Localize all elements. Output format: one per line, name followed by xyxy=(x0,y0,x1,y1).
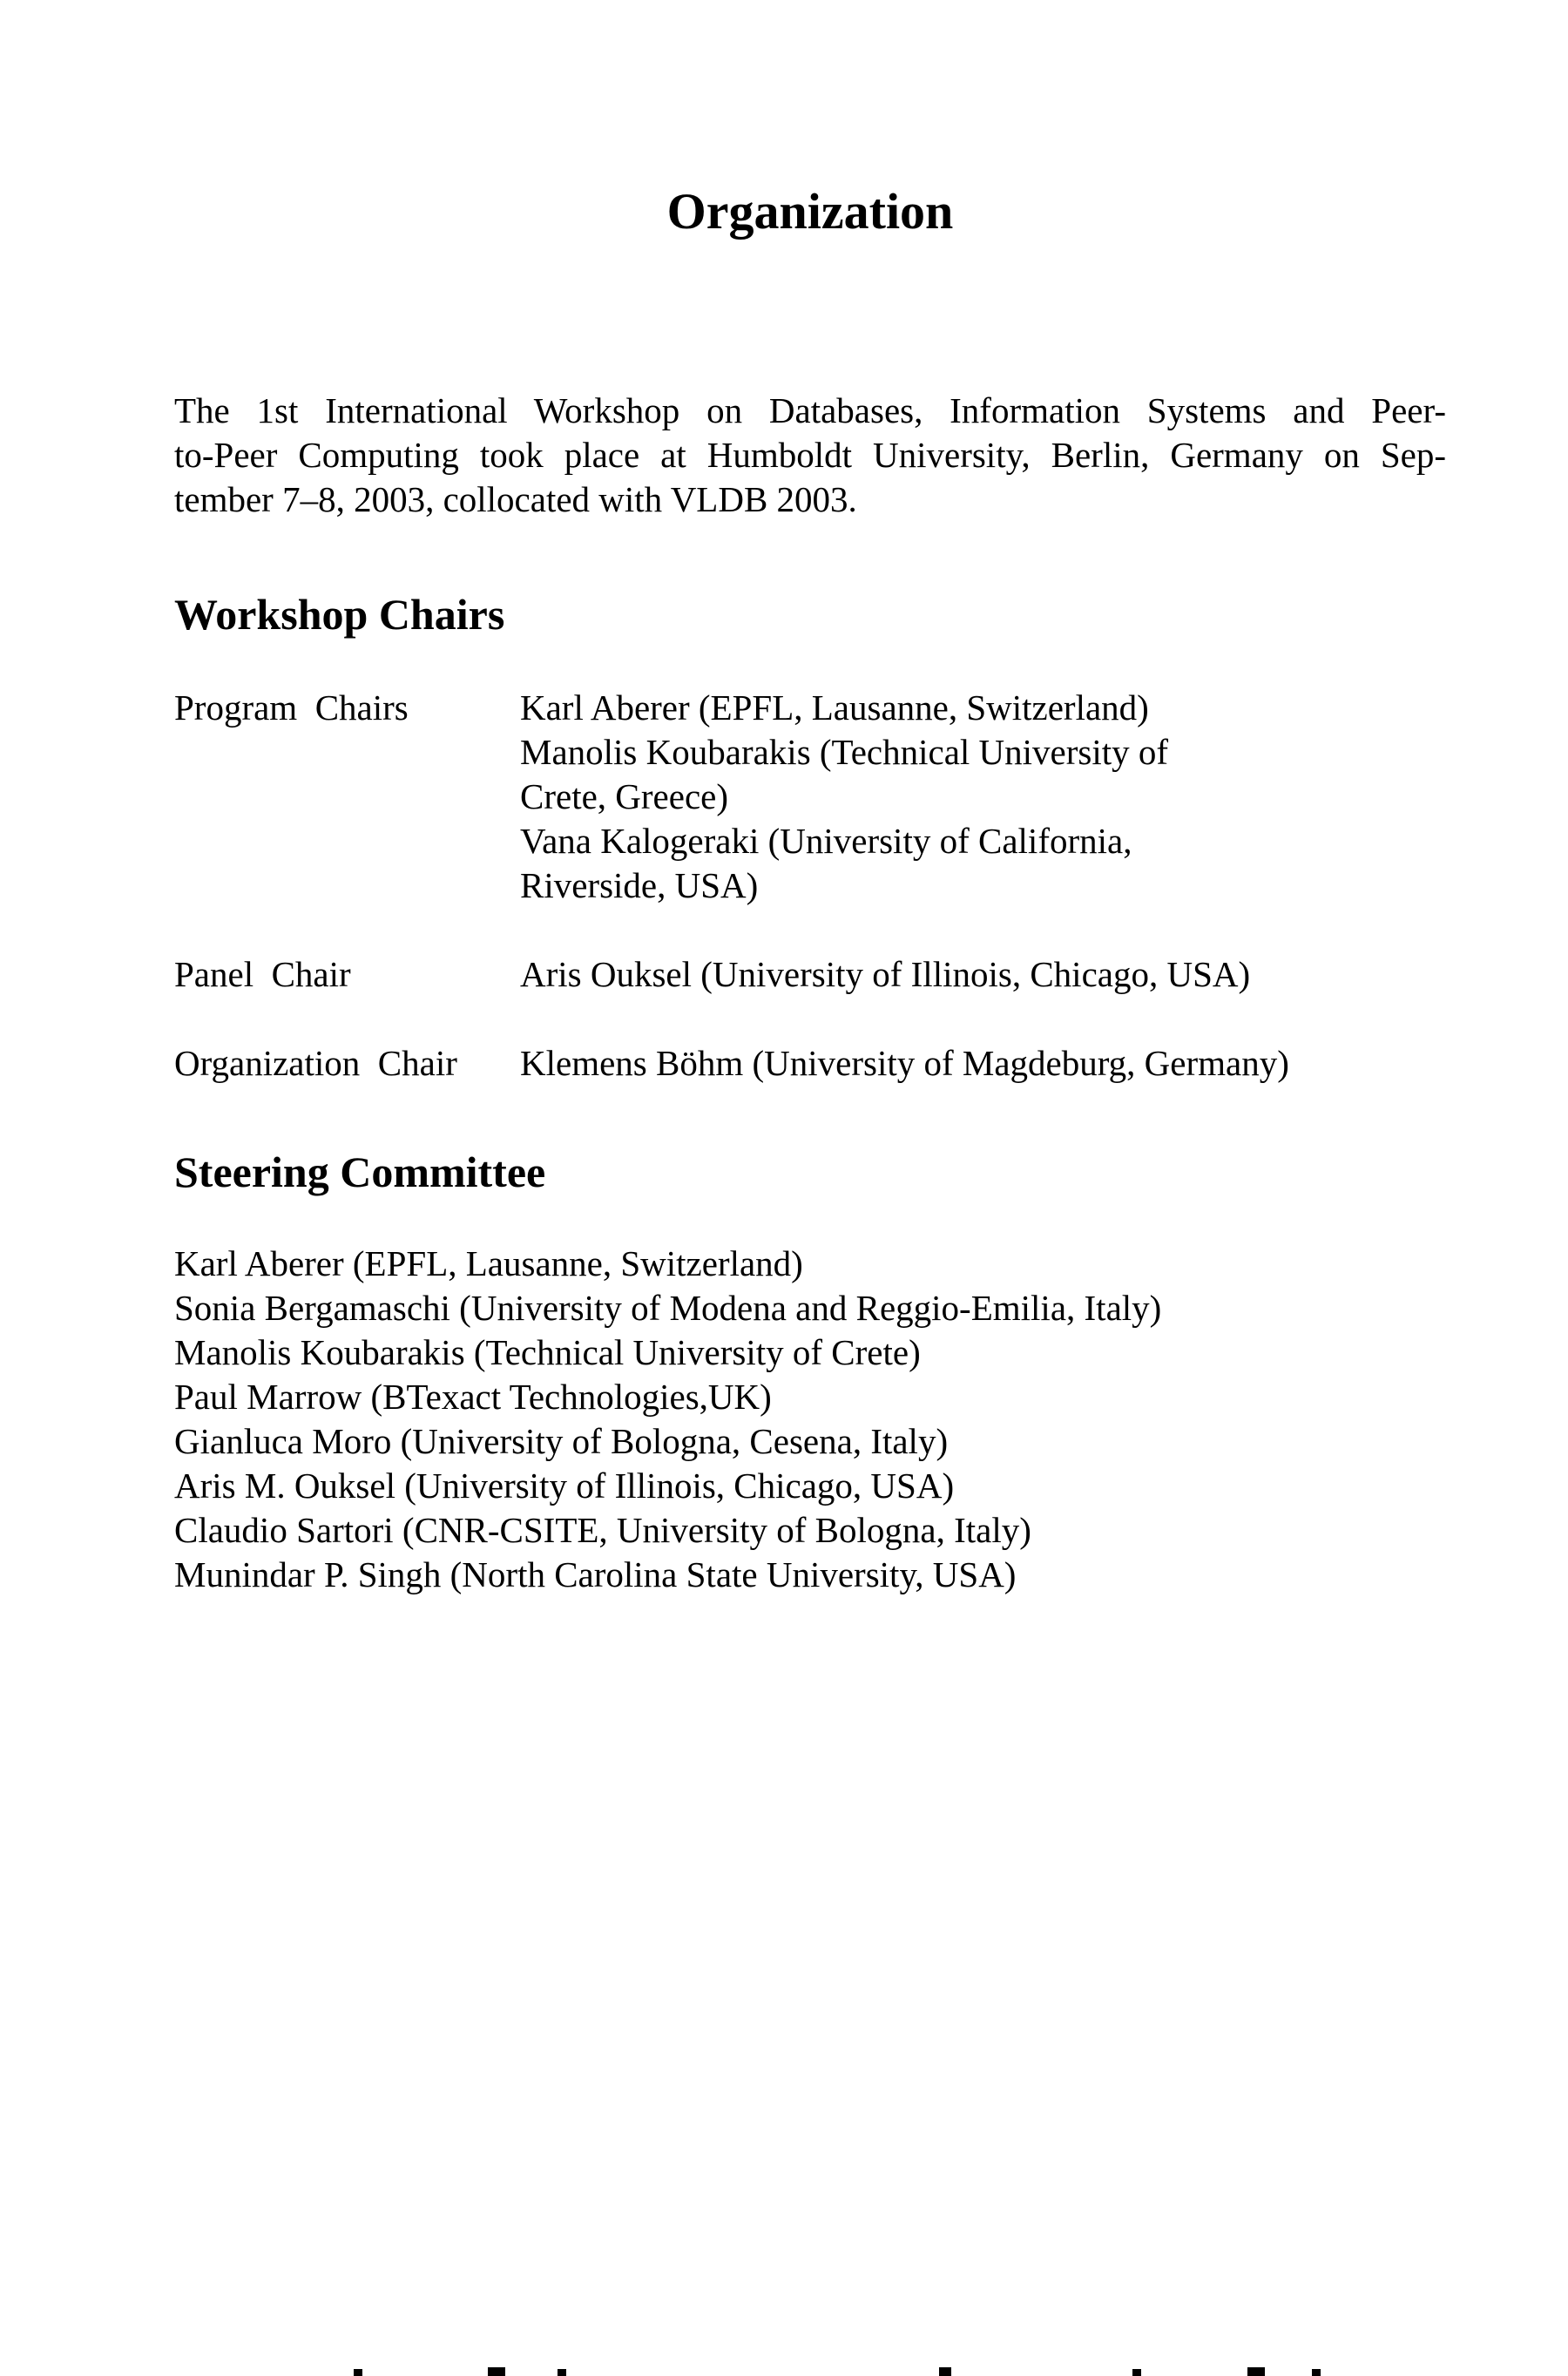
glyph-fragment xyxy=(354,2369,362,2376)
glyph-fragment xyxy=(1132,2369,1141,2376)
committee-member: Munindar P. Singh (North Carolina State University, USA) xyxy=(174,1554,1017,1594)
glyph-fragment xyxy=(488,2367,505,2376)
cropped-next-line-fragment xyxy=(0,2362,1568,2376)
glyph-fragment xyxy=(1247,2367,1265,2376)
chair-member-line: Karl Aberer (EPFL, Lausanne, Switzerland) xyxy=(520,687,1149,728)
committee-member: Aris M. Ouksel (University of Illinois, Chicago, USA) xyxy=(174,1466,955,1506)
chair-member-line: Crete, Greece) xyxy=(520,776,728,816)
steering-committee-list xyxy=(174,1242,1161,1597)
glyph-fragment xyxy=(1312,2369,1321,2376)
program-chairs-members xyxy=(520,686,1168,908)
committee-member: Claudio Sartori (CNR-CSITE, University of Bologna, Italy) xyxy=(174,1510,1031,1550)
committee-member: Paul Marrow (BTexact Technologies,UK) xyxy=(174,1377,772,1417)
committee-member: Manolis Koubarakis (Technical University of Crete) xyxy=(174,1332,921,1372)
intro-line: The 1st International Workshop on Databases, Information Systems and Peer- xyxy=(174,390,1446,430)
steering-committee-heading: Steering Committee xyxy=(174,1147,546,1196)
committee-member: Gianluca Moro (University of Bologna, Cesena, Italy) xyxy=(174,1421,949,1461)
panel-chair-label: Panel Chair xyxy=(174,954,351,994)
intro-line: to-Peer Computing took place at Humboldt University, Berlin, Germany on Sep- xyxy=(174,435,1446,475)
glyph-fragment xyxy=(558,2369,566,2376)
chair-member-line: Aris Ouksel (University of Illinois, Chicago, USA) xyxy=(520,954,1251,994)
chair-member-line: Klemens Böhm (University of Magdeburg, Germany) xyxy=(520,1043,1289,1083)
intro-line: tember 7–8, 2003, collocated with VLDB 2003. xyxy=(174,479,857,519)
chair-member-line: Manolis Koubarakis (Technical University of xyxy=(520,732,1169,772)
workshop-chairs-heading: Workshop Chairs xyxy=(174,590,505,639)
chair-member-line: Vana Kalogeraki (University of California, xyxy=(520,821,1132,861)
organization-chair-members xyxy=(520,1041,1289,1086)
chair-member-line: Riverside, USA) xyxy=(520,865,759,905)
panel-chair-members xyxy=(520,952,1250,997)
organization-chair-label: Organization Chair xyxy=(174,1043,457,1083)
committee-member: Karl Aberer (EPFL, Lausanne, Switzerland) xyxy=(174,1243,803,1283)
glyph-fragment xyxy=(939,2367,951,2376)
intro-paragraph xyxy=(174,389,1446,522)
page-title: Organization xyxy=(666,183,954,240)
committee-member: Sonia Bergamaschi (University of Modena and Reggio-Emilia, Italy) xyxy=(174,1288,1162,1328)
program-chairs-label: Program Chairs xyxy=(174,687,409,728)
